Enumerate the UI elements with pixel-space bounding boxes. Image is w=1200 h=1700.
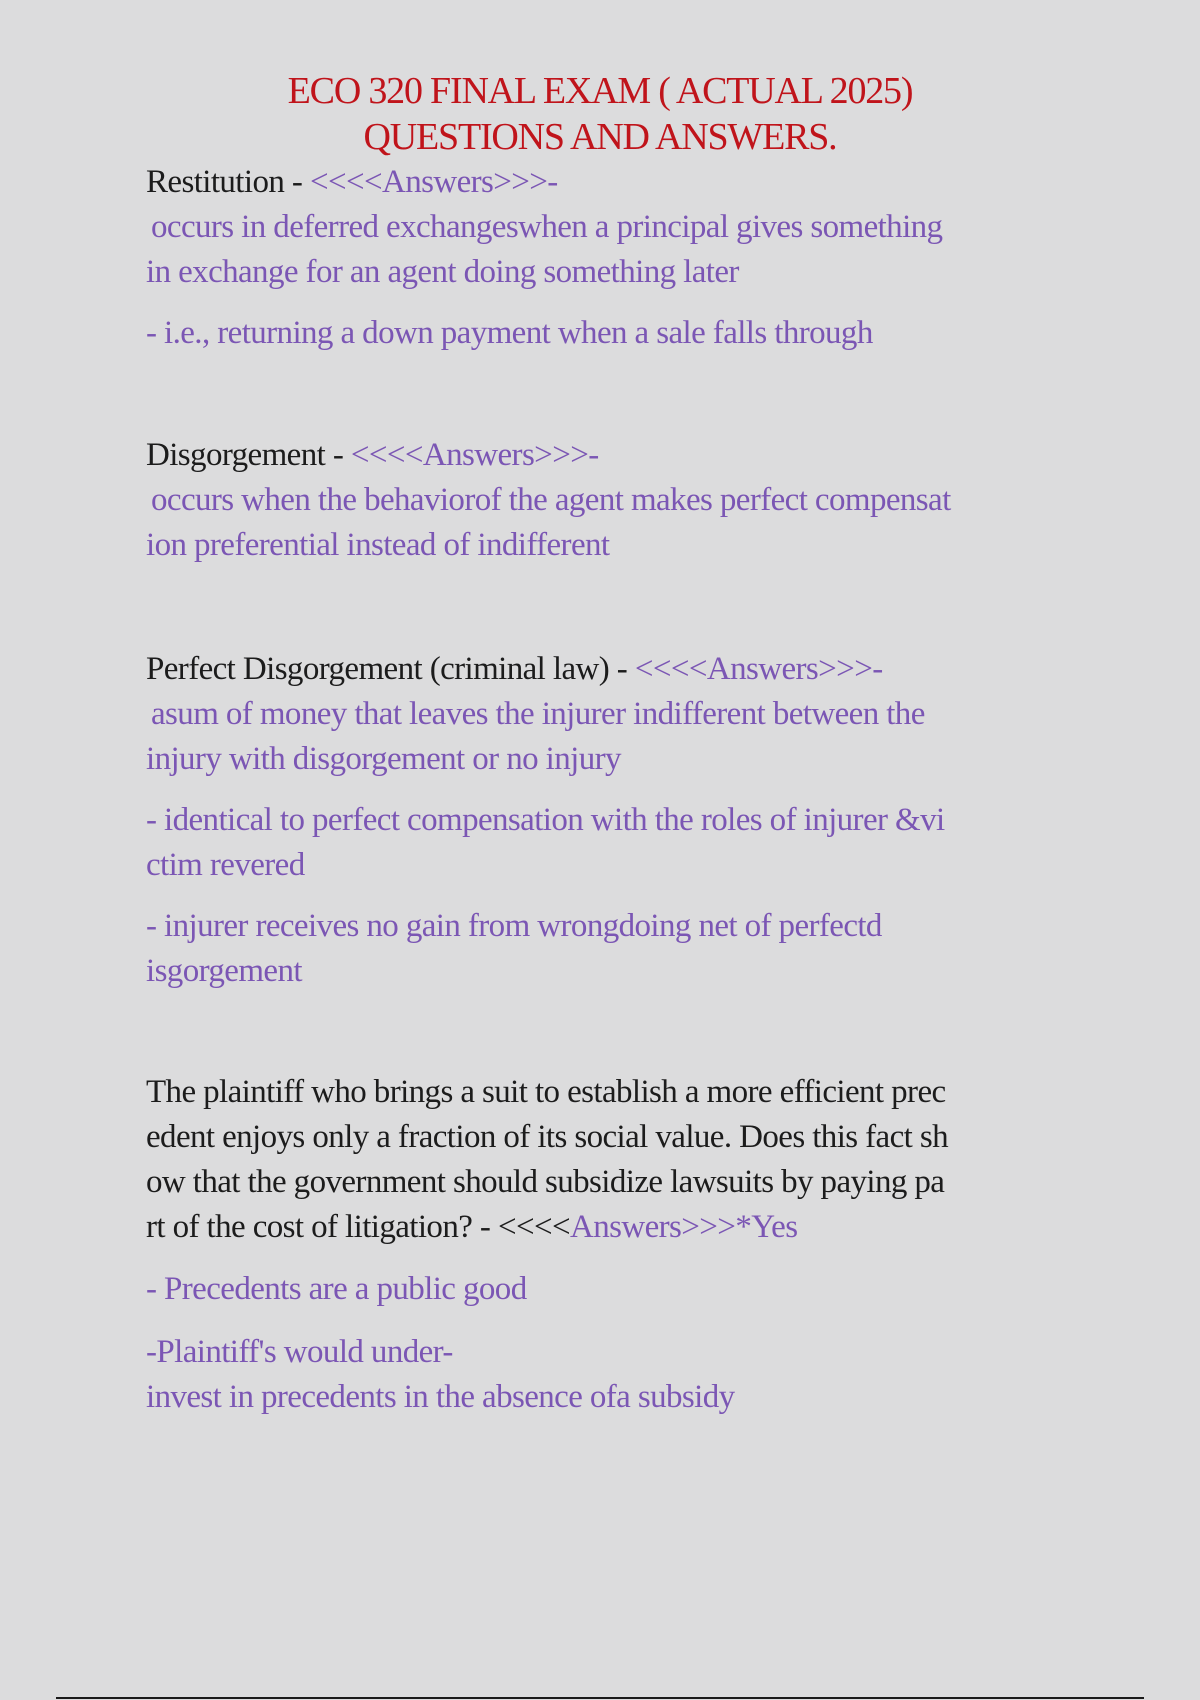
- answer-line: injury with disgorgement or no injury: [146, 741, 621, 777]
- question-line: edent enjoys only a fraction of its social value. Does this fact sh: [146, 1119, 948, 1155]
- answer-line: occurs when the behaviorof the agent makes perfect compensat: [151, 482, 951, 518]
- question-line-last: [146, 1205, 1046, 1250]
- qa-card-disgorgement: [146, 433, 1046, 568]
- answer-marker: <<<<Answers>>>-: [350, 437, 599, 473]
- answer-line: asum of money that leaves the injurer indifferent between the: [151, 696, 925, 732]
- answer-note: - identical to perfect compensation with the roles of injurer &vi ctim revered: [146, 802, 945, 883]
- answer-note: - i.e., returning a down payment when a sale falls through: [146, 315, 873, 351]
- answer-line: ion preferential instead of indifferent: [146, 527, 610, 563]
- title-line-2: QUESTIONS AND ANSWERS.: [363, 116, 837, 158]
- question-text: Disgorgement -: [146, 437, 351, 473]
- qa-card-plaintiff-subsidy: [146, 1070, 1046, 1250]
- answer-marker: Answers>>>*Yes: [570, 1209, 798, 1245]
- question-text: rt of the cost of litigation? - <<<<: [146, 1209, 570, 1245]
- question: [146, 160, 1046, 205]
- answer-line: occurs in deferred exchangeswhen a principal gives something: [151, 209, 943, 245]
- question: [146, 433, 1046, 478]
- answer-note: - Precedents are a public good: [146, 1271, 527, 1307]
- answer-note: - injurer receives no gain from wrongdoing net of perfectd isgorgement: [146, 908, 882, 989]
- qa-card-perfect-disgorgement: [146, 647, 1046, 782]
- answer-line: in exchange for an agent doing something later: [146, 254, 739, 290]
- question: [146, 647, 1046, 692]
- document-title: [0, 68, 1200, 160]
- question-line: The plaintiff who brings a suit to establish a more efficient prec: [146, 1074, 946, 1110]
- question-text: Perfect Disgorgement (criminal law) -: [146, 651, 635, 687]
- qa-card-restitution: [146, 160, 1046, 295]
- question-line: ow that the government should subsidize lawsuits by paying pa: [146, 1164, 945, 1200]
- answer-note: -Plaintiff's would under- invest in precedents in the absence ofa subsidy: [146, 1334, 735, 1415]
- question-text: Restitution -: [146, 164, 310, 200]
- title-line-1: ECO 320 FINAL EXAM ( ACTUAL 2025): [287, 70, 913, 112]
- page-divider: [56, 1697, 1144, 1699]
- answer-marker: <<<<Answers>>>-: [634, 651, 883, 687]
- answer-marker: <<<<Answers>>>-: [309, 164, 558, 200]
